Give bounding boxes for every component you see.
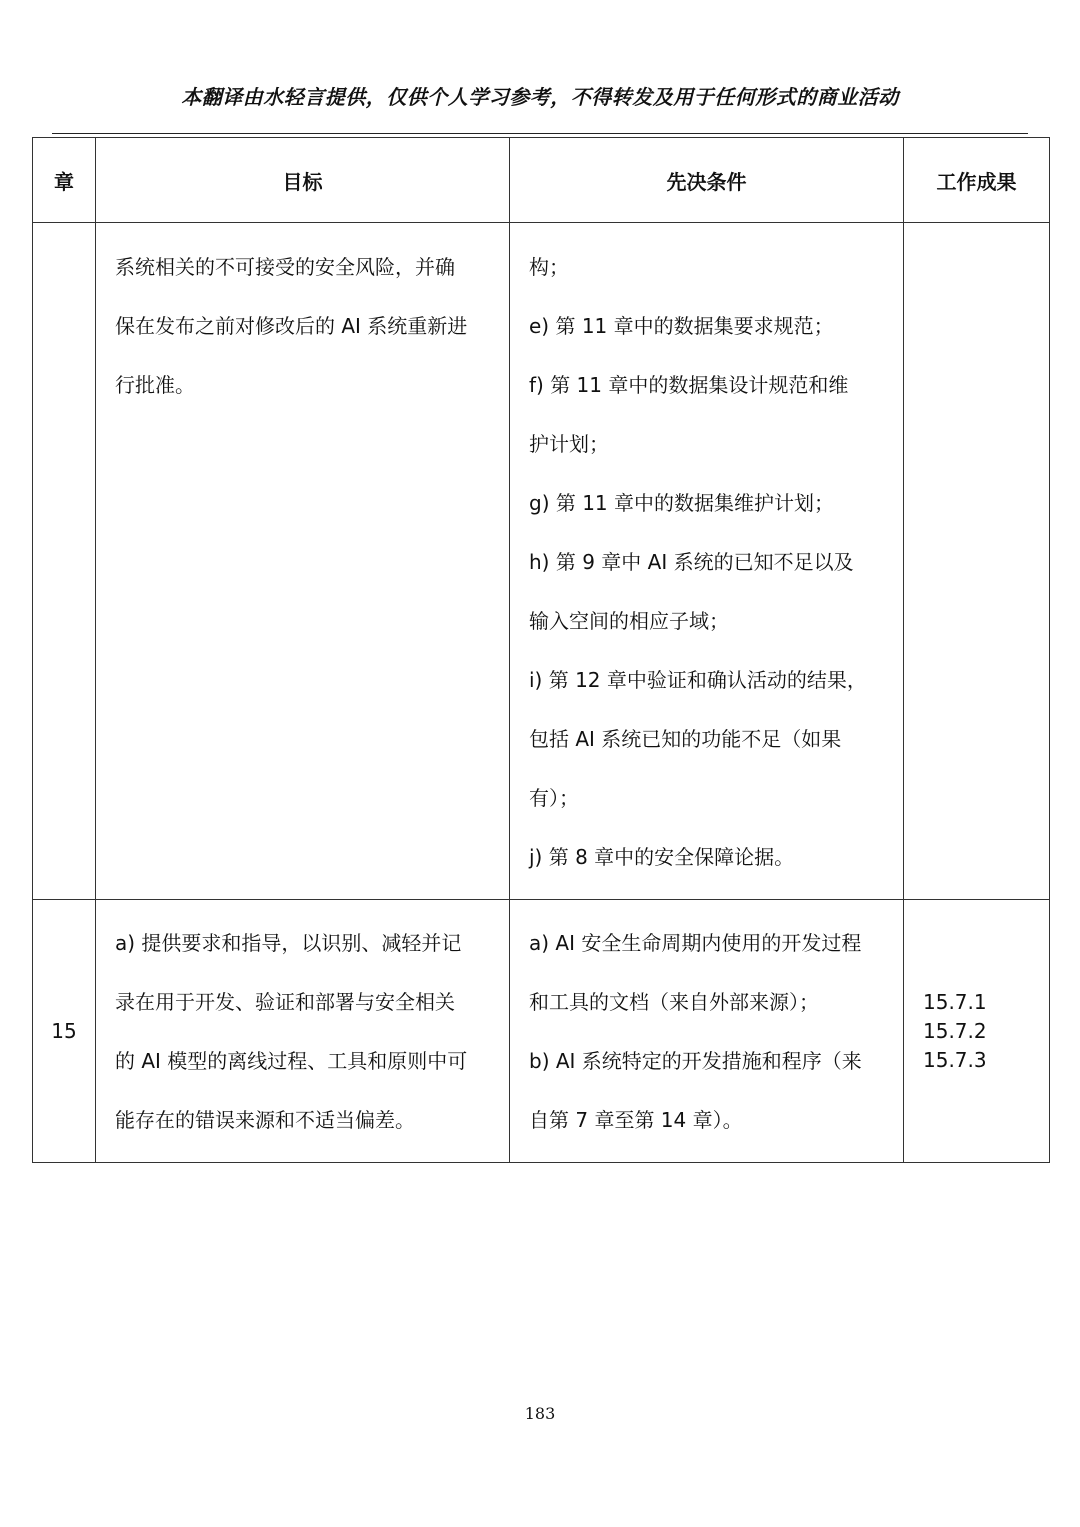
work-product-item: 15.7.2 bbox=[923, 1018, 987, 1043]
header-chapter: 章 bbox=[33, 138, 96, 223]
prerequisite-cell bbox=[510, 900, 904, 1163]
table-header-row bbox=[33, 138, 1050, 223]
prerequisite-line: 和工具的文档（来自外部来源）； bbox=[529, 990, 819, 1014]
objective-cell bbox=[96, 900, 510, 1163]
prerequisite-line: j) 第 8 章中的安全保障论据。 bbox=[529, 845, 795, 869]
objective-line: 系统相关的不可接受的安全风险，并确 bbox=[115, 255, 455, 279]
header-work-products: 工作成果 bbox=[904, 138, 1050, 223]
work-products-cell bbox=[904, 900, 1050, 1163]
disclaimer-banner: 本翻译由水轻言提供，仅供个人学习参考，不得转发及用于任何形式的商业活动 bbox=[181, 85, 899, 109]
chapter-cell bbox=[33, 223, 96, 900]
requirements-table bbox=[32, 137, 1050, 1163]
table-row bbox=[33, 900, 1050, 1163]
work-product-item: 15.7.3 bbox=[923, 1047, 987, 1072]
prerequisite-line: b) AI 系统特定的开发措施和程序（来 bbox=[529, 1049, 862, 1073]
work-products-cell bbox=[904, 223, 1050, 900]
objective-line: a) 提供要求和指导，以识别、减轻并记 bbox=[115, 931, 462, 955]
objective-line: 保在发布之前对修改后的 AI 系统重新进 bbox=[115, 314, 468, 338]
prerequisite-line: 输入空间的相应子域； bbox=[529, 609, 729, 633]
objective-line: 行批准。 bbox=[115, 373, 195, 397]
prerequisite-line: 护计划； bbox=[529, 432, 609, 456]
prerequisite-line: a) AI 安全生命周期内使用的开发过程 bbox=[529, 931, 862, 955]
prerequisite-line: 自第 7 章至第 14 章）。 bbox=[529, 1108, 743, 1132]
header-objective: 目标 bbox=[96, 138, 510, 223]
chapter-cell: 15 bbox=[33, 900, 96, 1163]
prerequisite-line: 构； bbox=[529, 255, 569, 279]
prerequisite-line: h) 第 9 章中 AI 系统的已知不足以及 bbox=[529, 550, 854, 574]
objective-line: 的 AI 模型的离线过程、工具和原则中可 bbox=[115, 1049, 468, 1073]
objective-line: 录在用于开发、验证和部署与安全相关 bbox=[115, 990, 455, 1014]
banner-divider bbox=[52, 133, 1028, 134]
prerequisite-line: 包括 AI 系统已知的功能不足（如果 bbox=[529, 727, 842, 751]
prerequisite-cell bbox=[510, 223, 904, 900]
objective-line: 能存在的错误来源和不适当偏差。 bbox=[115, 1108, 415, 1132]
page-number: 183 bbox=[524, 1404, 556, 1423]
prerequisite-line: e) 第 11 章中的数据集要求规范； bbox=[529, 314, 834, 338]
work-product-item: 15.7.1 bbox=[923, 989, 987, 1014]
prerequisite-line: f) 第 11 章中的数据集设计规范和维 bbox=[529, 373, 849, 397]
prerequisite-line: 有）； bbox=[529, 786, 579, 810]
header-prerequisites: 先决条件 bbox=[510, 138, 904, 223]
table-row bbox=[33, 223, 1050, 900]
prerequisite-line: g) 第 11 章中的数据集维护计划； bbox=[529, 491, 835, 515]
objective-cell bbox=[96, 223, 510, 900]
prerequisite-line: i) 第 12 章中验证和确认活动的结果， bbox=[529, 668, 867, 692]
